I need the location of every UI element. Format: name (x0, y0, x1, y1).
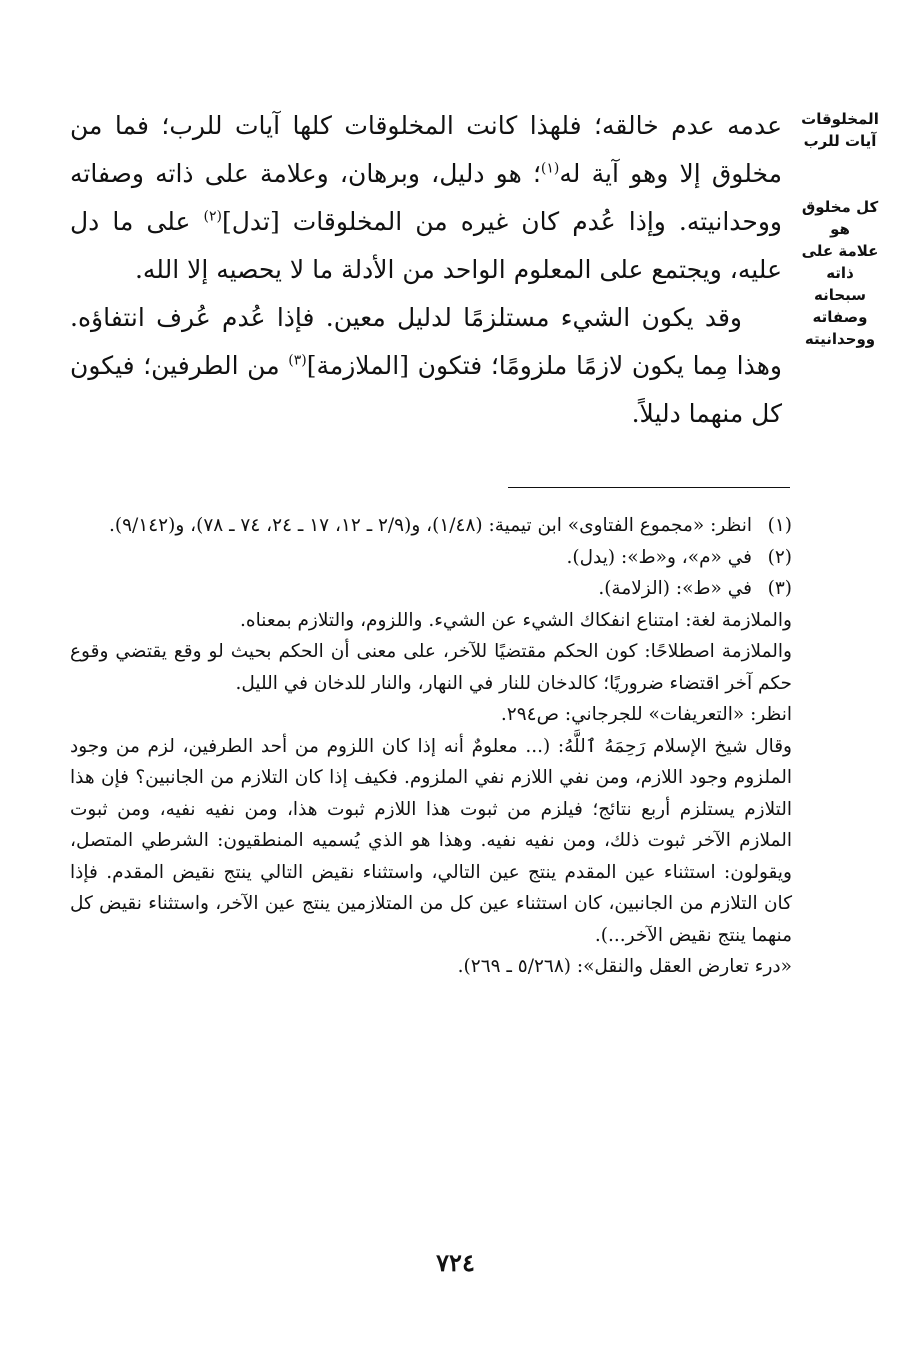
paragraph-2-part-a: وقد يكون الشيء مستلزمًا لدليل معين. فإذا عُدم عُرف انتفاؤه. وهذا مِما يكون لازمًا ملزومًا؛ فتكون [الملازمة] (70, 303, 782, 380)
footnote-number: (١) (767, 515, 792, 536)
footnote-text: في «ط»: (الزلامة). (598, 578, 752, 599)
paragraph-2 (70, 294, 782, 438)
footnote-3-quote: وقال شيخ الإسلام رَحِمَهُ ٱللَّهُ: (... معلومٌ أنه إذا كان اللزوم من أحد الطرفين، لزم من وجود الملزوم وجود اللازم، ومن نفي اللازم نفي الملزوم. فكيف إذا كان التلازم من الجانبين؟ فإن هذا التلازم يستلزم أربع نتائج؛ فيلزم من ثبوت هذا اللازم ثبوت هذا، ومن نفيه نفيه، ومن ثبوت الملازم الآخر ثبوت ذلك، ومن نفيه نفيه. وهذا هو الذي يُسميه المنطقيون: الشرطي المتصل، ويقولون: استثناء عين المقدم ينتج عين التالي، واستثناء نقيض التالي ينتج نقيض المقدم. فإذا كان التلازم من الجانبين، كان استثناء عين كل من المتلازمين ينتج عين الآخر، واستثناء نقيض كل منهما ينتج نقيض الآخر...). (70, 735, 792, 946)
footnote-separator (508, 487, 790, 488)
paragraph-1-part-a: عدمه عدم خالقه؛ فلهذا كانت المخلوقات كلها آيات للرب؛ فما من مخلوق إلا وهو آية له (70, 111, 782, 188)
margin-notes (790, 108, 890, 350)
main-text (70, 102, 782, 438)
footnote-3-reference: انظر: «التعريفات» للجرجاني: ص٢٩٤. (500, 704, 792, 725)
footnote-3 (70, 573, 792, 605)
footnote-ref-3[interactable]: (٣) (288, 352, 307, 369)
footnote-text: انظر: «مجموع الفتاوى» ابن تيمية: (١/٤٨)، و(٢/٩ ـ ١٢، ١٧ ـ ٢٤، ٧٤ ـ ٧٨)، و(٩/١٤٢). (109, 515, 752, 536)
footnote-ref-2[interactable]: (٢) (203, 208, 222, 225)
margin-note-every-creation-sign: كل مخلوق هو علامة على ذاته سبحانه وصفاته ووحدانيته (801, 198, 879, 348)
paragraph-1-part-c: على ما دل عليه، ويجتمع على المعلوم الواحد من الأدلة ما لا يحصيه إلا الله. (70, 207, 782, 284)
margin-note-creations-signs: المخلوقات آيات للرب (801, 110, 879, 150)
footnotes (70, 510, 792, 983)
paragraph-1-part-b: ؛ هو دليل، وبرهان، وعلامة على ذاته وصفاته ووحدانيته. وإذا عُدم كان غيره من المخلوقات [تدل] (70, 159, 782, 236)
paragraph-2-part-b: من الطرفين؛ فيكون كل منهما دليلاً. (70, 351, 782, 428)
footnote-3-source: «درء تعارض العقل والنقل»: (٥/٢٦٨ ـ ٢٦٩). (457, 956, 792, 977)
footnote-ref-1[interactable]: (١) (540, 160, 560, 177)
paragraph-1 (70, 102, 782, 294)
footnote-3-lexical: والملازمة لغة: امتناع انفكاك الشيء عن الشيء. واللزوم، والتلازم بمعناه. (240, 609, 792, 631)
footnote-number: (٢) (767, 546, 792, 568)
footnote-text: في «م»، و«ط»: (يدل). (566, 546, 752, 568)
page-number: ٧٢٤ (436, 1248, 475, 1277)
footnote-number: (٣) (767, 578, 792, 599)
footnote-1 (70, 510, 792, 542)
footnote-2 (70, 542, 792, 574)
footnote-3-technical: والملازمة اصطلاحًا: كون الحكم مقتضيًا للآخر، على معنى أن الحكم بحيث لو وقع يقتضي وقوع حكم آخر اقتضاء ضروريًا؛ كالدخان للنار في النهار، والنار للدخان في الليل. (70, 641, 792, 694)
